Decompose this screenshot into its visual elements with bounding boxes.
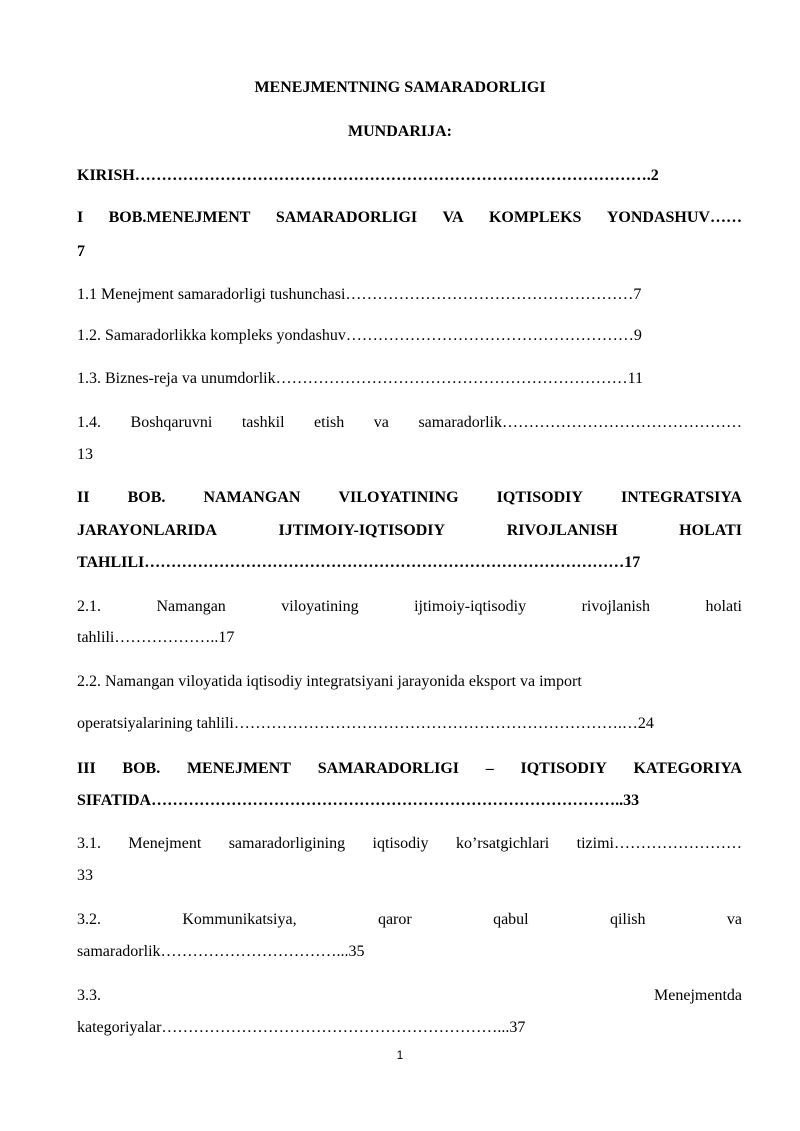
toc-word: tizimi…………………… [576,835,742,852]
toc-entry-1-4-page: 13 [77,446,93,463]
toc-word: Menejmentda [654,987,742,1004]
toc-word: 3.3. [77,987,101,1004]
page-number: 1 [396,1048,404,1062]
toc-entry-1-1: 1.1 Menejment samaradorligi tushunchasi………………………………………………7 [77,286,642,303]
toc-entry-3-3-page: kategoriyalar………………………………………………………...37 [77,1019,526,1036]
toc-word: samaradorligining [228,835,346,852]
toc-word: II [77,489,90,506]
toc-word: NAMANGAN [203,489,301,506]
toc-entry-bob2-line3: TAHLILI………………………………………………………………………………17 [77,554,641,571]
document-title: MENEJMENTNING SAMARADORLIGI [254,79,546,96]
toc-word: III [77,760,96,777]
toc-entry-2-1-page: tahlili………………..17 [77,629,235,646]
toc-word: 1.4. [77,414,101,431]
toc-entry-2-2-line1: 2.2. Namangan viloyatida iqtisodiy integratsiyani jarayonida eksport va import [77,673,582,690]
toc-word: MENEJMENT [186,760,291,777]
toc-word: qaror [377,911,412,928]
toc-word: rivojlanish [581,598,651,615]
toc-word: tashkil [241,414,285,431]
toc-word: IJTIMOIY-IQTISODIY [278,522,446,539]
toc-word: IQTISODIY [496,489,583,506]
toc-word: VILOYATINING [338,489,459,506]
toc-word: I [77,209,84,226]
toc-word: 2.1. [77,598,101,615]
toc-word: 3.2. [77,911,101,928]
toc-word: YONDASHUV…… [606,209,742,226]
toc-word: VA [442,209,464,226]
toc-entry-bob2-line2 [77,521,742,541]
toc-word: samaradorlik……………………………………… [418,414,742,431]
toc-word: KATEGORIYA [633,760,742,777]
toc-heading: MUNDARIJA: [348,123,452,140]
toc-word: ijtimoiy-iqtisodiy [414,598,527,615]
toc-word: holati [705,598,742,615]
toc-entry-2-1 [77,597,742,617]
toc-entry-3-1 [77,834,742,854]
toc-word: etish [314,414,345,431]
toc-word: IQTISODIY [520,760,607,777]
toc-entry-kirish: KIRISH…………………………………………………………………………………….2 [77,167,659,184]
toc-entry-1-3: 1.3. Biznes-reja va unumdorlik…………………………………………………………11 [77,370,644,387]
toc-word: ko’rsatgichlari [455,835,550,852]
toc-word: SAMARADORLIGI [275,209,418,226]
toc-entry-3-1-page: 33 [77,867,93,884]
toc-word: viloyatining [281,598,359,615]
toc-entry-3-2 [77,910,742,930]
toc-word: BOB. [127,489,166,506]
toc-word: va [373,414,389,431]
toc-word: iqtisodiy [372,835,429,852]
toc-word: Namangan [156,598,226,615]
toc-word: – [485,760,494,777]
toc-entry-bob3-line1 [77,759,742,779]
toc-word: HOLATI [679,522,742,539]
toc-word: SAMARADORLIGI [317,760,460,777]
toc-word: Kommunikatsiya, [182,911,297,928]
toc-word: 3.1. [77,835,101,852]
toc-word: Menejment [128,835,202,852]
toc-entry-3-2-page: samaradorlik……………………………...35 [77,943,365,960]
toc-word: BOB.MENEJMENT [108,209,251,226]
toc-word: JARAYONLARIDA [77,522,217,539]
toc-entry-bob1-page: 7 [77,243,85,260]
toc-word: Boshqaruvni [130,414,213,431]
toc-word: RIVOJLANISH [506,522,618,539]
toc-word: BOB. [122,760,161,777]
toc-word: qabul [493,911,529,928]
toc-entry-1-2: 1.2. Samaradorlikka kompleks yondashuv………………………………………………9 [77,327,642,344]
toc-entry-2-2-line2: operatsiyalarining tahlili……………………………………………………………….…24 [77,715,654,732]
toc-entry-1-4 [77,413,742,433]
toc-entry-3-3 [77,986,742,1006]
toc-entry-bob1 [77,208,742,228]
toc-word: qilish [609,911,646,928]
toc-word: va [726,911,742,928]
toc-word: INTEGRATSIYA [621,489,742,506]
toc-entry-bob2-line1 [77,488,742,508]
toc-entry-bob3-line2: SIFATIDA……………………………………………………………………………..33 [77,792,640,809]
toc-word: KOMPLEKS [488,209,582,226]
